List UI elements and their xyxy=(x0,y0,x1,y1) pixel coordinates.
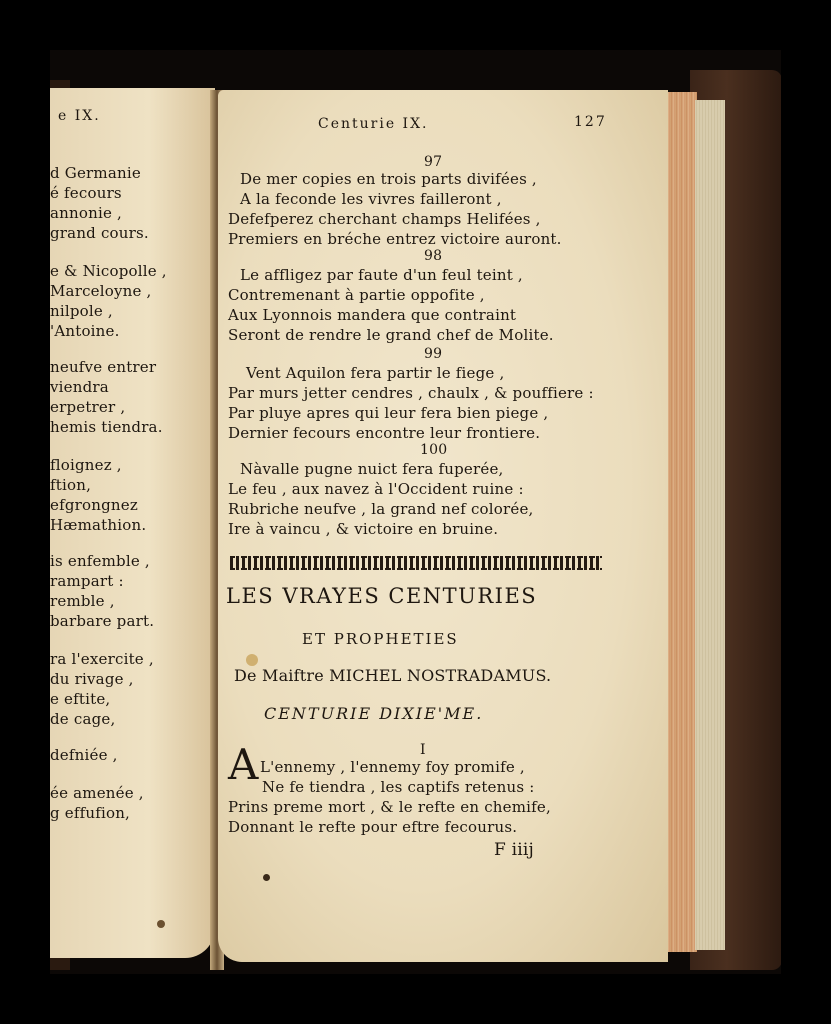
author-line: De Maiftre MICHEL NOSTRADAMUS. xyxy=(234,666,552,685)
verse-line: L'ennemy , l'ennemy foy promife , xyxy=(260,758,525,776)
page-number: 127 xyxy=(574,114,607,130)
left-line: du rivage , xyxy=(50,670,134,688)
section-subtitle: ET PROPHETIES xyxy=(302,630,459,648)
verse-line: Par pluye apres qui leur fera bien piege , xyxy=(228,404,549,422)
left-line: defniée , xyxy=(50,746,118,764)
left-line: ra l'exercite , xyxy=(50,650,154,668)
book-photo xyxy=(50,50,781,974)
verse-line: Donnant le refte pour eftre fecourus. xyxy=(228,818,518,836)
left-line: g effufion, xyxy=(50,804,131,822)
verse-line: Premiers en bréche entrez victoire auront. xyxy=(228,230,562,248)
left-line: rampart : xyxy=(50,572,124,590)
quatrain-number: I xyxy=(420,742,426,758)
drop-cap: A xyxy=(228,740,259,789)
verse-line: Defefperez cherchant champs Helifées , xyxy=(228,210,541,228)
left-line: erpetrer , xyxy=(50,398,126,416)
left-line: barbare part. xyxy=(50,612,155,630)
verse-line: De mer copies en trois parts divifées , xyxy=(240,170,537,188)
left-line: neufve entrer xyxy=(50,358,157,376)
left-line: é fecours xyxy=(50,184,122,202)
left-line: Hæmathion. xyxy=(50,516,147,534)
left-line: de cage, xyxy=(50,710,116,728)
left-page-header: e IX. xyxy=(58,108,101,124)
page-edge xyxy=(695,100,725,950)
verse-line: Dernier fecours encontre leur frontiere. xyxy=(228,424,541,442)
left-line: annonie , xyxy=(50,204,122,222)
verse-line: Prins preme mort , & le refte en chemife, xyxy=(228,798,551,816)
left-line: ée amenée , xyxy=(50,784,144,802)
section-title: LES VRAYES CENTURIES xyxy=(226,584,538,608)
verse-line: Ire à vaincu , & victoire en bruine. xyxy=(228,520,499,538)
left-line: Marceloyne , xyxy=(50,282,152,300)
verse-line: Ne fe tiendra , les captifs retenus : xyxy=(262,778,535,796)
verse-line: A la feconde les vivres failleront , xyxy=(240,190,502,208)
left-line: 'Antoine. xyxy=(50,322,120,340)
verse-line: Le affligez par faute d'un feul teint , xyxy=(240,266,523,284)
left-line: viendra xyxy=(50,378,109,396)
verse-line: Rubriche neufve , la grand nef colorée, xyxy=(228,500,534,518)
ink-spot xyxy=(263,874,270,881)
quatrain-number: 100 xyxy=(420,442,448,458)
verse-line: Aux Lyonnois mandera que contraint xyxy=(228,306,517,324)
verse-line: Nàvalle pugne nuict fera fuperée, xyxy=(240,460,504,478)
left-page xyxy=(50,88,215,958)
decorative-ornament-border xyxy=(230,556,602,570)
verse-line: Le feu , aux navez à l'Occident ruine : xyxy=(228,480,524,498)
signature-mark: F iiij xyxy=(494,840,534,860)
verse-line: Seront de rendre le grand chef de Molite. xyxy=(228,326,554,344)
verse-line: Contremenant à partie oppofite , xyxy=(228,286,485,304)
quatrain-number: 98 xyxy=(424,248,443,264)
century-title: CENTURIE DIXIE'ME. xyxy=(264,704,484,723)
left-line: hemis tiendra. xyxy=(50,418,163,436)
verse-line: Vent Aquilon fera partir le fiege , xyxy=(246,364,505,382)
left-line: e eftite, xyxy=(50,690,111,708)
quatrain-number: 97 xyxy=(424,154,443,170)
left-line: d Germanie xyxy=(50,164,141,182)
ink-spot xyxy=(157,920,165,928)
left-line: remble , xyxy=(50,592,115,610)
left-line: floignez , xyxy=(50,456,122,474)
left-line: nilpole , xyxy=(50,302,113,320)
left-line: e & Nicopolle , xyxy=(50,262,167,280)
verse-line: Par murs jetter cendres , chaulx , & pouffiere : xyxy=(228,384,594,402)
left-line: efgrongnez xyxy=(50,496,138,514)
quatrain-number: 99 xyxy=(424,346,443,362)
left-line: grand cours. xyxy=(50,224,149,242)
left-line: ftion, xyxy=(50,476,92,494)
paper-stain xyxy=(246,654,258,666)
running-header: Centurie IX. xyxy=(318,116,429,132)
left-line: is enfemble , xyxy=(50,552,150,570)
